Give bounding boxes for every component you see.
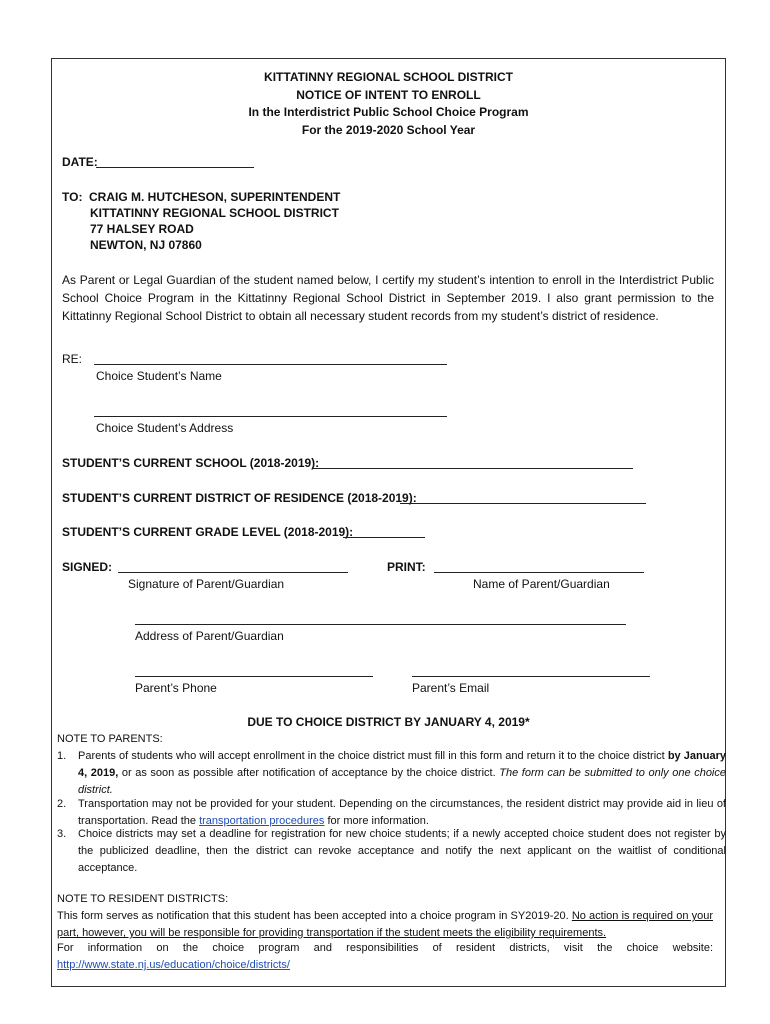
address-district: KITTATINNY REGIONAL SCHOOL DISTRICT	[90, 206, 339, 220]
to-label: TO:	[62, 190, 83, 204]
choice-website-link[interactable]: http://www.state.nj.us/education/choice/districts/	[57, 959, 290, 971]
parent-note-3: 3. Choice districts may set a deadline for registration for new choice students; if a newly accepted choice student does not register by the publicized deadline, then the district can revoke acceptance and notify the next applicant on the waitlist of conditional acceptance.	[57, 828, 726, 874]
resident-info-line: For information on the choice program and responsibilities of resident districts, visit the choice website:	[57, 942, 713, 954]
student-name-caption: Choice Student’s Name	[96, 369, 222, 383]
note-to-resident-districts-title: NOTE TO RESIDENT DISTRICTS:	[57, 893, 229, 905]
program-title: In the Interdistrict Public School Choice Program	[248, 105, 529, 119]
student-name-field[interactable]	[94, 364, 447, 365]
superintendent-name: CRAIG M. HUTCHESON, SUPERINTENDENT	[89, 190, 341, 204]
due-date-notice: DUE TO CHOICE DISTRICT BY JANUARY 4, 2019*	[247, 715, 530, 729]
parent-email-field[interactable]	[412, 676, 650, 677]
parent-address-field[interactable]	[135, 624, 626, 625]
current-district-label: STUDENT’S CURRENT DISTRICT OF RESIDENCE (2018-2019):	[62, 491, 417, 505]
current-district-field[interactable]	[400, 503, 646, 504]
current-grade-field[interactable]	[343, 537, 425, 538]
resident-note: This form serves as notification that this student has been accepted into a choice program in SY2019-20. No action is required on your part, however, you will be responsible for providing transportation if the student meets the eligibility requirements.	[57, 910, 713, 939]
certification-paragraph: As Parent or Legal Guardian of the student named below, I certify my student’s intention to enroll in the Interdistrict Public School Choice Program in the Kittatinny Regional School District in September 2019. I also grant permission to the Kittatinny Regional School District to obtain all necessary student records from my student’s district of residence.	[62, 273, 714, 323]
student-address-caption: Choice Student’s Address	[96, 421, 234, 435]
signature-field[interactable]	[118, 572, 348, 573]
print-name-field[interactable]	[434, 572, 644, 573]
re-label: RE:	[62, 352, 83, 366]
transportation-procedures-link[interactable]: transportation procedures	[199, 815, 325, 827]
signed-label: SIGNED:	[62, 560, 113, 574]
note-number: 3.	[57, 828, 67, 840]
current-school-field[interactable]	[313, 468, 633, 469]
district-title: KITTATINNY REGIONAL SCHOOL DISTRICT	[264, 70, 513, 84]
parent-phone-caption: Parent’s Phone	[135, 681, 217, 695]
parent-email-caption: Parent’s Email	[412, 681, 490, 695]
date-field[interactable]	[96, 167, 254, 168]
print-label: PRINT:	[387, 560, 426, 574]
note-to-parents-title: NOTE TO PARENTS:	[57, 733, 163, 745]
note-number: 2.	[57, 798, 67, 810]
parent-phone-field[interactable]	[135, 676, 373, 677]
parent-address-caption: Address of Parent/Guardian	[135, 629, 284, 643]
address-city: NEWTON, NJ 07860	[90, 238, 202, 252]
parent-note-1: 1. Parents of students who will accept enrollment in the choice district must fill in this form and return it to the choice district by January 4, 2019, or as soon as possible after notification of acceptance by the choice district. The form can be submitted to only one choice district.	[57, 750, 726, 796]
date-label: DATE:	[62, 155, 98, 169]
student-address-field[interactable]	[94, 416, 447, 417]
current-school-label: STUDENT’S CURRENT SCHOOL (2018-2019):	[62, 456, 320, 470]
school-year: For the 2019-2020 School Year	[301, 123, 476, 137]
signature-caption: Signature of Parent/Guardian	[128, 577, 285, 591]
current-grade-label: STUDENT’S CURRENT GRADE LEVEL (2018-2019):	[62, 525, 354, 539]
address-street: 77 HALSEY ROAD	[90, 222, 194, 236]
choice-website-url-wrap	[57, 957, 713, 974]
form-title: NOTICE OF INTENT TO ENROLL	[296, 88, 481, 102]
note-number: 1.	[57, 750, 67, 762]
print-name-caption: Name of Parent/Guardian	[473, 577, 610, 591]
parent-note-2: 2. Transportation may not be provided for your student. Depending on the circumstances, the resident district may provide aid in lieu of transportation. Read the transportation procedures for more information.	[57, 798, 726, 827]
